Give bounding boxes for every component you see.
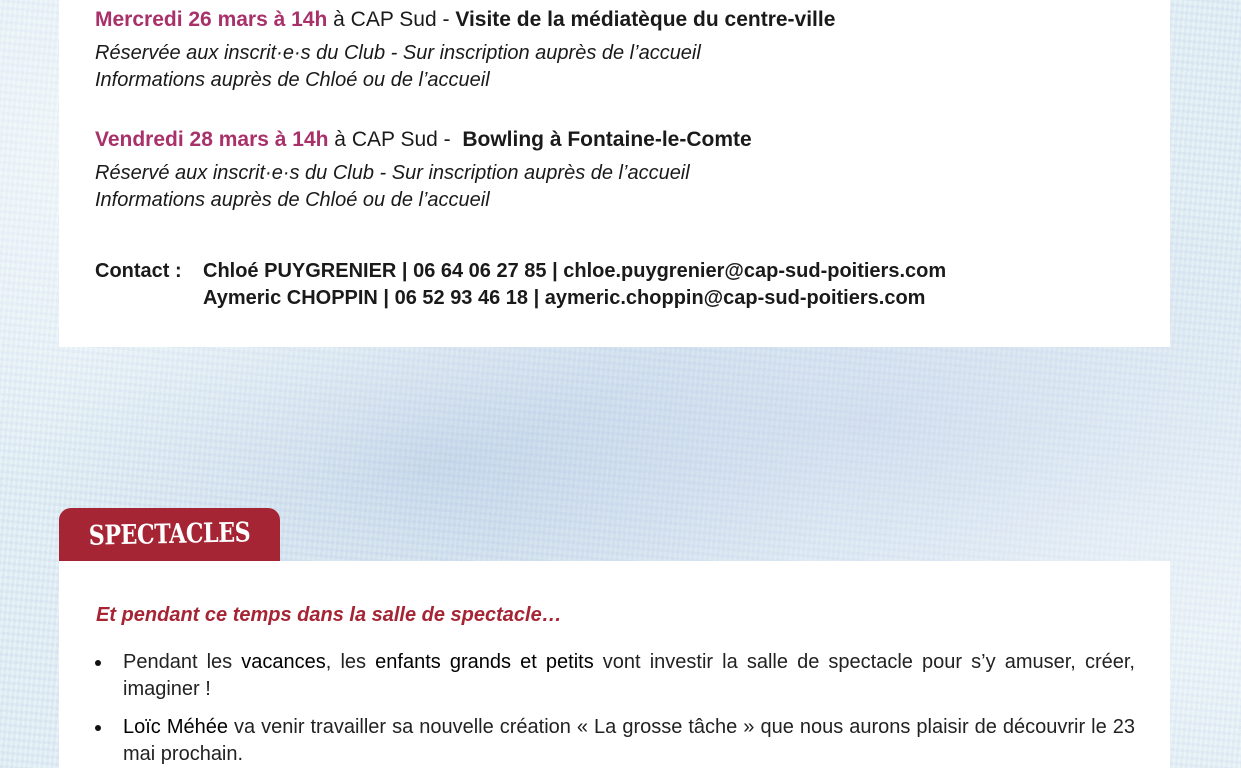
- bullet-text: vont investir la salle de spectacle pour s’y amuser, créer, imaginer !: [123, 651, 1135, 700]
- event-note-1a: Réservée aux inscrit·e·s du Club - Sur inscription auprès de l’accueil: [95, 42, 701, 64]
- spectacles-list: [95, 649, 1135, 768]
- spectacles-intro: Et pendant ce temps dans la salle de spectacle…: [96, 604, 562, 626]
- bullet-text: , les: [325, 651, 376, 673]
- contact-label: Contact :: [95, 260, 182, 282]
- bullet-text: va venir travailler sa nouvelle création « La grosse tâche » que nous aurons plaisir de découvrir le 23 mai prochain.: [123, 716, 1136, 765]
- event-place-2: à CAP Sud -: [328, 128, 463, 151]
- bullet-icon: [95, 660, 101, 666]
- event-heading-1: [95, 6, 835, 34]
- spectacles-section-tab: [59, 508, 280, 561]
- event-note-2b: Informations auprès de Chloé ou de l’accueil: [95, 189, 490, 211]
- bullet-text: Pendant les: [123, 651, 242, 673]
- list-item: [95, 714, 1135, 768]
- list-item: [95, 649, 1135, 703]
- contact-line-chloe: Chloé PUYGRENIER | 06 64 06 27 85 | chloe.puygrenier@cap-sud-poitiers.com: [203, 260, 947, 282]
- event-heading-2: [95, 126, 752, 154]
- bullet-icon: [95, 725, 101, 731]
- bullet-highlight: Loïc Méhée: [123, 716, 228, 738]
- spectacles-tab-label: SPECTACLES: [88, 517, 251, 552]
- bullet-highlight: vacances: [241, 651, 326, 673]
- event-place-1: à CAP Sud -: [327, 8, 456, 31]
- event-title-1: Visite de la médiatèque du centre-ville: [455, 8, 836, 31]
- event-title-2: Bowling à Fontaine-le-Comte: [462, 128, 752, 151]
- event-date-1: Mercredi 26 mars à 14h: [95, 8, 328, 31]
- event-date-2: Vendredi 28 mars à 14h: [95, 128, 329, 151]
- event-note-2a: Réservé aux inscrit·e·s du Club - Sur inscription auprès de l’accueil: [95, 162, 690, 184]
- event-note-1b: Informations auprès de Chloé ou de l’accueil: [95, 69, 490, 91]
- bullet-highlight: enfants grands et petits: [375, 651, 594, 673]
- contact-line-aymeric: Aymeric CHOPPIN | 06 52 93 46 18 | aymeric.choppin@cap-sud-poitiers.com: [203, 287, 926, 309]
